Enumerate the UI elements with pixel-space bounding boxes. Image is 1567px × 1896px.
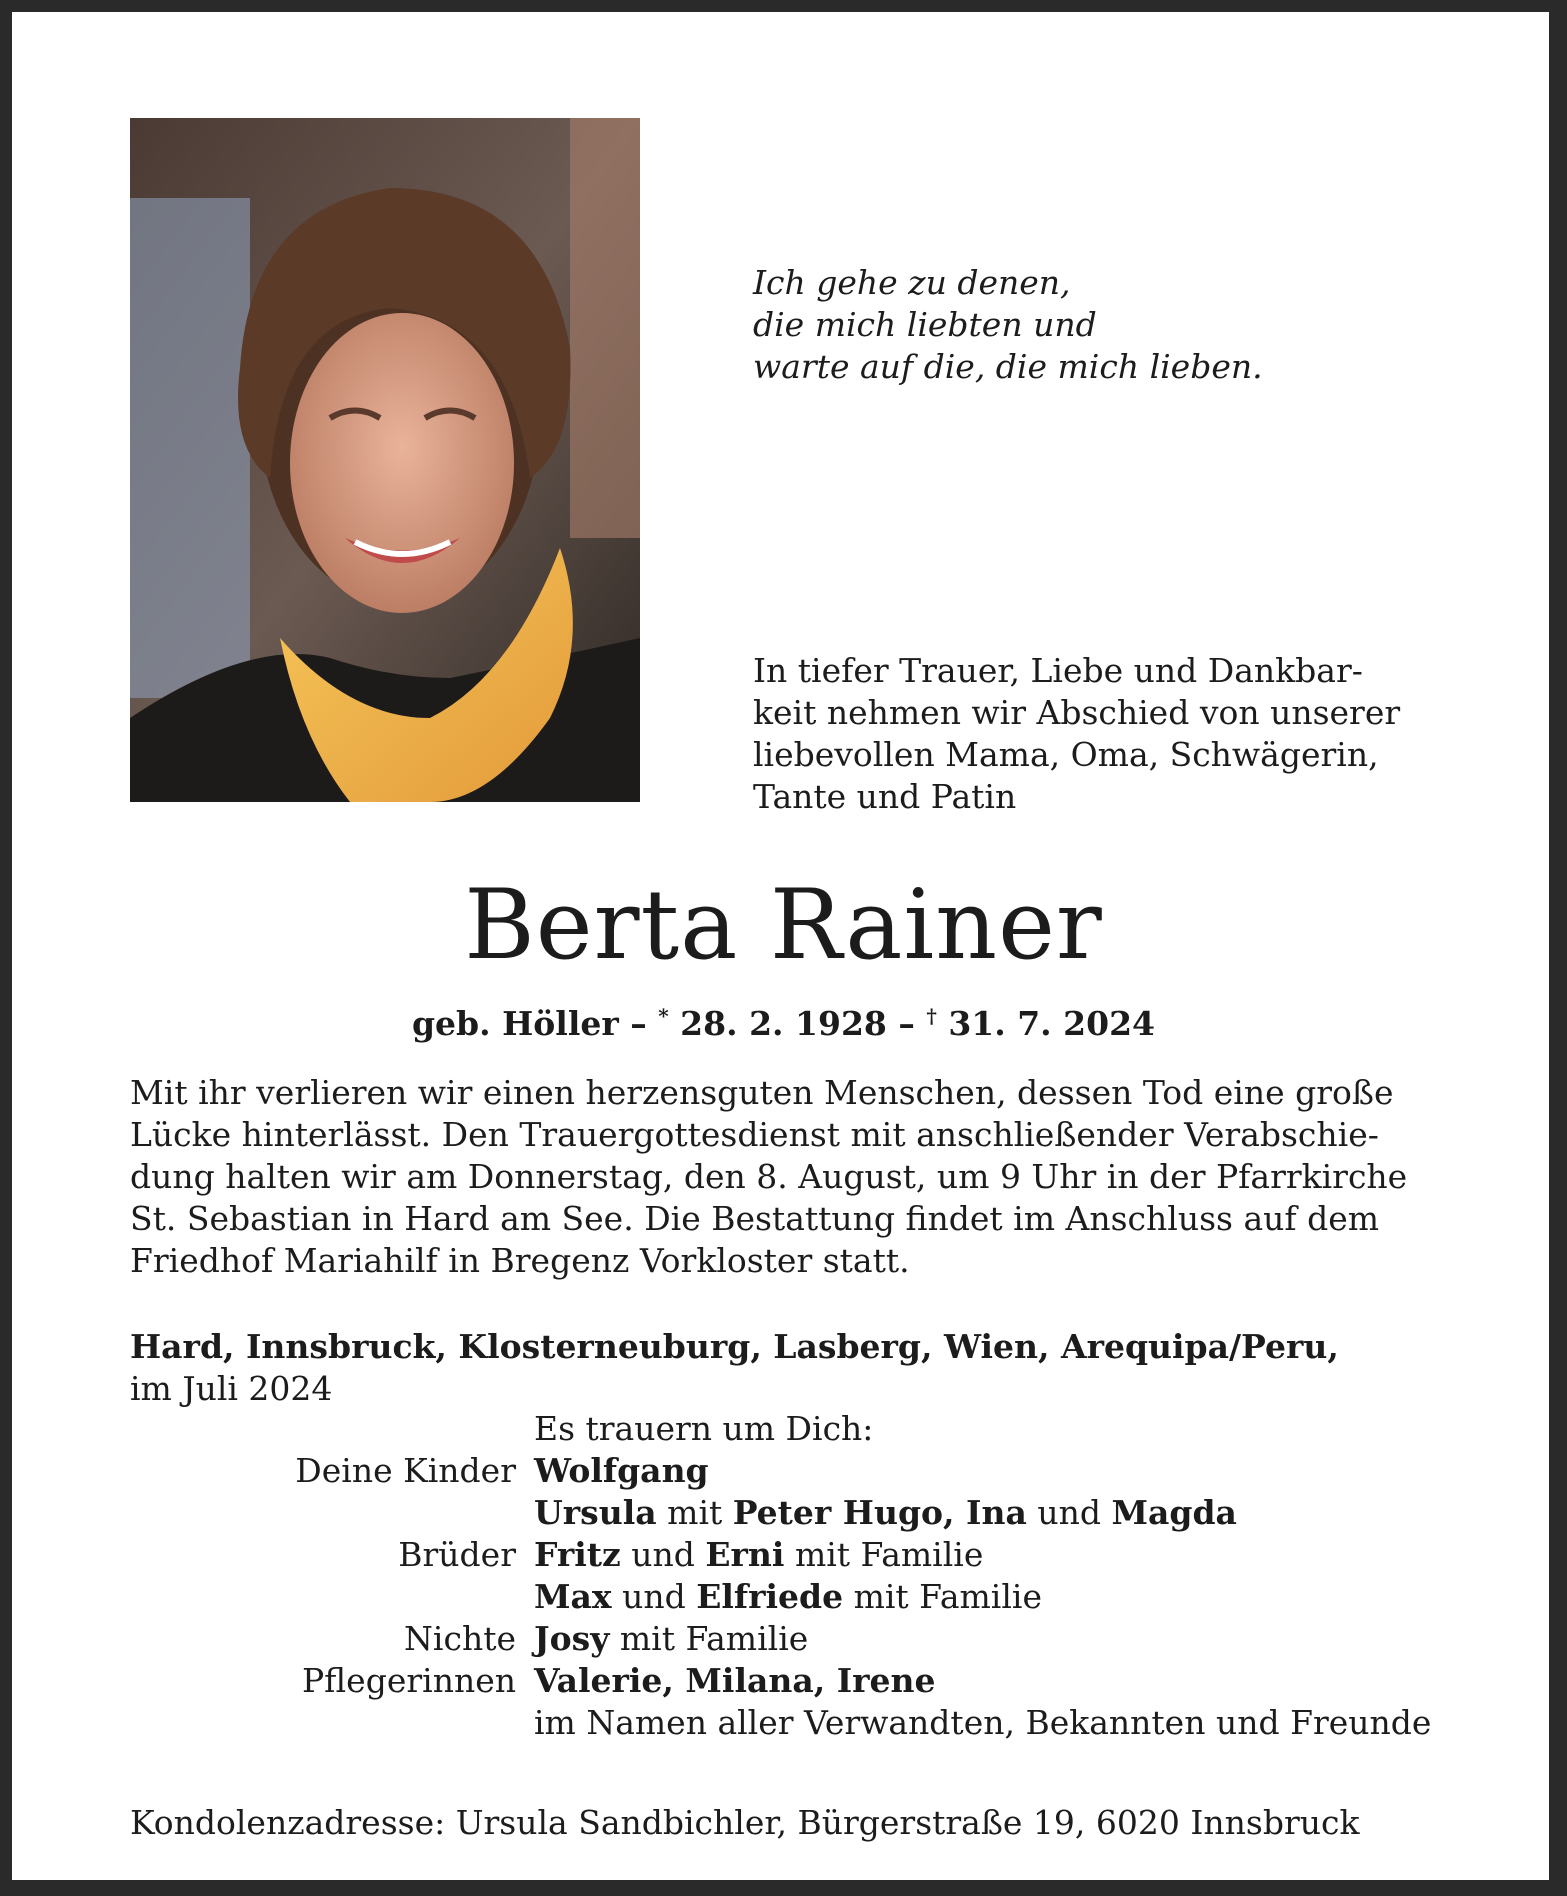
places-and-date xyxy=(130,1326,1339,1410)
date-line: im Juli 2024 xyxy=(130,1369,333,1408)
connector: und xyxy=(620,1535,706,1574)
relation-label: Brüder xyxy=(398,1535,516,1574)
connector: und xyxy=(1026,1493,1112,1532)
mourner-row xyxy=(130,1618,1450,1660)
connector: mit Familie xyxy=(609,1619,809,1658)
intro-line: keit nehmen wir Abschied von unserer xyxy=(753,693,1401,732)
mourner-row xyxy=(130,1660,1450,1702)
death-date: 31. 7. 2024 xyxy=(936,1004,1156,1043)
mourner-name: Fritz xyxy=(534,1535,621,1574)
mourner-name: Wolfgang xyxy=(534,1451,709,1490)
death-symbol: † xyxy=(926,1004,937,1028)
memorial-quote xyxy=(753,262,1263,388)
condolence-address: Kondolenzadresse: Ursula Sandbichler, Bürgerstraße 19, 6020 Innsbruck xyxy=(130,1803,1360,1842)
mourner-name: Elfriede xyxy=(696,1577,844,1616)
mourners-heading: Es trauern um Dich: xyxy=(534,1409,874,1448)
body-line: Mit ihr verlieren wir einen herzensguten Menschen, dessen Tod eine große xyxy=(130,1073,1394,1112)
mourner-row xyxy=(130,1702,1450,1744)
mourner-row xyxy=(130,1450,1450,1492)
intro-text xyxy=(753,650,1450,818)
life-dates xyxy=(0,995,1567,1045)
mourner-name: Josy xyxy=(534,1619,610,1658)
birth-symbol: * xyxy=(658,1004,669,1028)
mourner-name: Ursula xyxy=(534,1493,657,1532)
mourner-row xyxy=(130,1534,1450,1576)
places-list: Hard, Innsbruck, Klosterneuburg, Lasberg, Wien, Arequipa/Peru, xyxy=(130,1327,1339,1366)
mourner-name: Peter Hugo, Ina xyxy=(732,1493,1027,1532)
mourners-heading-row xyxy=(130,1408,1450,1450)
obituary-page xyxy=(12,12,1549,1880)
portrait-illustration xyxy=(130,118,640,802)
quote-line: warte auf die, die mich lieben. xyxy=(753,347,1263,386)
birth-name: geb. Höller xyxy=(411,1004,619,1043)
intro-line: liebevollen Mama, Oma, Schwägerin, xyxy=(753,735,1379,774)
separator: – xyxy=(886,1004,927,1043)
connector: und xyxy=(611,1577,697,1616)
intro-line: Tante und Patin xyxy=(753,777,1017,816)
closing-line: im Namen aller Verwandten, Bekannten und Freunde xyxy=(534,1703,1432,1742)
relation-label: Deine Kinder xyxy=(295,1451,516,1490)
mourner-row xyxy=(130,1576,1450,1618)
separator: – xyxy=(618,1004,659,1043)
connector: mit Familie xyxy=(843,1577,1042,1616)
body-line: dung halten wir am Donnerstag, den 8. August, um 9 Uhr in der Pfarrkirche xyxy=(130,1157,1408,1196)
body-line: Lücke hinterlässt. Den Trauergottesdienst mit anschließender Verabschie- xyxy=(130,1115,1379,1154)
portrait-photo-icon xyxy=(130,118,640,802)
relation-label: Nichte xyxy=(404,1619,516,1658)
quote-line: die mich liebten und xyxy=(753,305,1097,344)
relation-label: Pflegerinnen xyxy=(301,1661,516,1700)
mourner-name: Erni xyxy=(705,1535,785,1574)
connector: mit xyxy=(656,1493,733,1532)
mourner-name: Valerie, Milana, Irene xyxy=(534,1661,936,1700)
connector: mit Familie xyxy=(784,1535,984,1574)
body-line: St. Sebastian in Hard am See. Die Bestattung findet im Anschluss auf dem xyxy=(130,1199,1380,1238)
birth-date: 28. 2. 1928 xyxy=(668,1004,887,1043)
deceased-name: Berta Rainer xyxy=(464,869,1103,981)
funeral-details xyxy=(130,1072,1450,1282)
mourner-name: Max xyxy=(534,1577,612,1616)
mourners-list xyxy=(130,1408,1450,1744)
quote-line: Ich gehe zu denen, xyxy=(753,263,1071,302)
mourner-name: Magda xyxy=(1111,1493,1237,1532)
intro-line: In tiefer Trauer, Liebe und Dankbar- xyxy=(753,651,1363,690)
mourner-row xyxy=(130,1492,1450,1534)
body-line: Friedhof Mariahilf in Bregenz Vorkloster statt. xyxy=(130,1241,910,1280)
